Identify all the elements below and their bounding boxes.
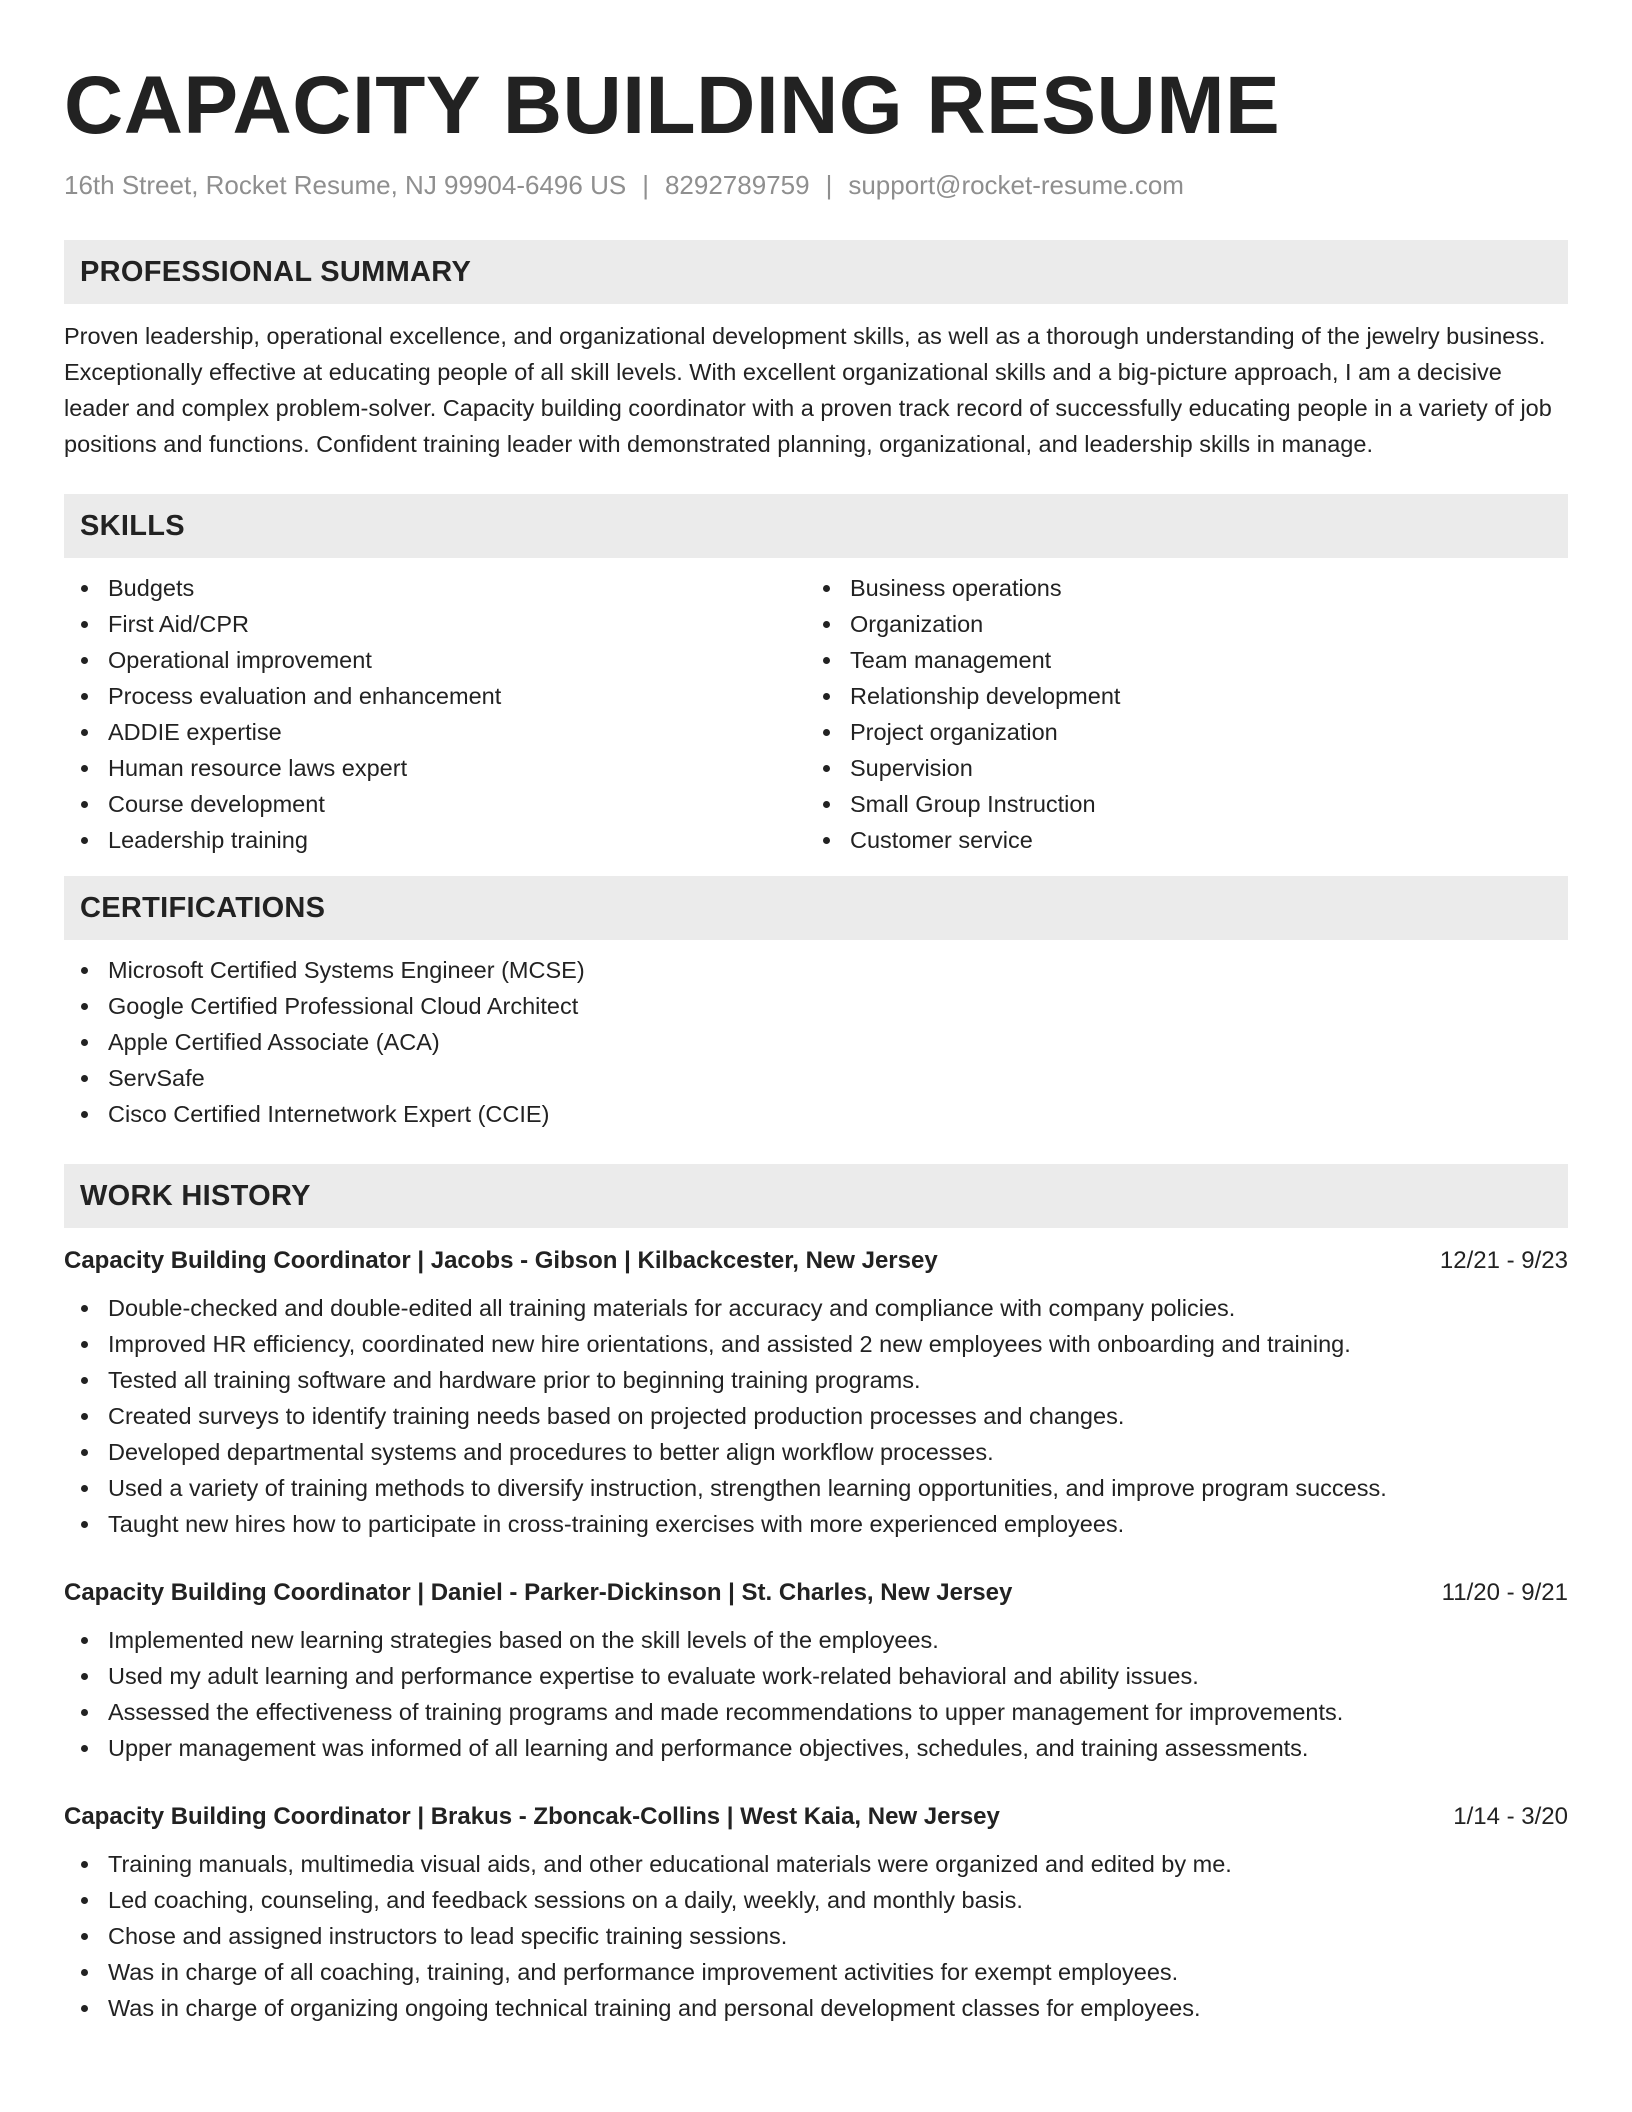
contact-address: 16th Street, Rocket Resume, NJ 99904-6496 US <box>64 170 627 200</box>
list-item: Implemented new learning strategies based on the skill levels of the employees. <box>64 1622 1568 1658</box>
list-item: Chose and assigned instructors to lead specific training sessions. <box>64 1918 1568 1954</box>
list-item: Human resource laws expert <box>64 750 806 786</box>
list-item: Upper management was informed of all learning and performance objectives, schedules, and training assessments. <box>64 1730 1568 1766</box>
list-item: Customer service <box>806 822 1548 858</box>
list-item: Relationship development <box>806 678 1548 714</box>
job-header <box>64 1576 1568 1610</box>
list-item: Used my adult learning and performance expertise to evaluate work-related behavioral and ability issues. <box>64 1658 1568 1694</box>
job-bullets <box>64 1622 1568 1766</box>
job-dates: 12/21 - 9/23 <box>1439 1247 1568 1274</box>
certifications-list <box>64 952 1568 1132</box>
list-item: Assessed the effectiveness of training programs and made recommendations to upper management for improvements. <box>64 1694 1568 1730</box>
list-item: Team management <box>806 642 1548 678</box>
job-entry <box>64 1576 1568 1766</box>
list-item: Process evaluation and enhancement <box>64 678 806 714</box>
list-item: Cisco Certified Internetwork Expert (CCIE) <box>64 1096 1568 1132</box>
section-header-certifications: CERTIFICATIONS <box>64 876 1568 940</box>
job-entry <box>64 1244 1568 1542</box>
list-item: Project organization <box>806 714 1548 750</box>
skills-column-right <box>806 570 1548 858</box>
list-item: Double-checked and double-edited all training materials for accuracy and compliance with company policies. <box>64 1290 1568 1326</box>
contact-separator: | <box>825 170 833 200</box>
section-header-skills: SKILLS <box>64 494 1568 558</box>
contact-line <box>64 168 1568 202</box>
job-bullets <box>64 1846 1568 2026</box>
list-item: Budgets <box>64 570 806 606</box>
list-item: Created surveys to identify training needs based on projected production processes and changes. <box>64 1398 1568 1434</box>
skills-column-left <box>64 570 806 858</box>
section-header-work-history: WORK HISTORY <box>64 1164 1568 1228</box>
section-header-summary: PROFESSIONAL SUMMARY <box>64 240 1568 304</box>
summary-text: Proven leadership, operational excellence, and organizational development skills, as well as a thorough understanding of the jewelry business. Exceptionally effective at educating people of all skill levels. With excellent organizational skills and a big-picture approach, I am a decisive leader and complex problem-solver. Capacity building coordinator with a proven track record of successfully educating people in a variety of job positions and functions. Confident training leader with demonstrated planning, organizational, and leadership skills in manage. <box>64 323 1552 457</box>
job-entry <box>64 1800 1568 2026</box>
list-item: Taught new hires how to participate in cross-training exercises with more experienced employees. <box>64 1506 1568 1542</box>
job-dates: 11/20 - 9/21 <box>1441 1579 1568 1606</box>
job-title: Capacity Building Coordinator | Daniel - Parker-Dickinson | St. Charles, New Jersey <box>64 1579 1013 1606</box>
resume-page <box>64 0 1568 2026</box>
list-item: First Aid/CPR <box>64 606 806 642</box>
list-item: Tested all training software and hardware prior to beginning training programs. <box>64 1362 1568 1398</box>
job-bullets <box>64 1290 1568 1542</box>
contact-email: support@rocket-resume.com <box>848 170 1184 200</box>
job-header <box>64 1244 1568 1278</box>
list-item: Small Group Instruction <box>806 786 1548 822</box>
list-item: Developed departmental systems and procedures to better align workflow processes. <box>64 1434 1568 1470</box>
list-item: ADDIE expertise <box>64 714 806 750</box>
contact-phone: 8292789759 <box>664 170 810 200</box>
skills-grid <box>64 570 1568 858</box>
list-item: Microsoft Certified Systems Engineer (MCSE) <box>64 952 1568 988</box>
list-item: Training manuals, multimedia visual aids, and other educational materials were organized and edited by me. <box>64 1846 1568 1882</box>
contact-separator: | <box>642 170 649 200</box>
job-title: Capacity Building Coordinator | Brakus - Zboncak-Collins | West Kaia, New Jersey <box>64 1803 1000 1830</box>
list-item: Business operations <box>806 570 1548 606</box>
list-item: Used a variety of training methods to diversify instruction, strengthen learning opportunities, and improve program success. <box>64 1470 1568 1506</box>
list-item: Leadership training <box>64 822 806 858</box>
list-item: Improved HR efficiency, coordinated new hire orientations, and assisted 2 new employees with onboarding and training. <box>64 1326 1568 1362</box>
list-item: Organization <box>806 606 1548 642</box>
list-item: Led coaching, counseling, and feedback sessions on a daily, weekly, and monthly basis. <box>64 1882 1568 1918</box>
list-item: Course development <box>64 786 806 822</box>
list-item: Was in charge of all coaching, training, and performance improvement activities for exempt employees. <box>64 1954 1568 1990</box>
list-item: Google Certified Professional Cloud Architect <box>64 988 1568 1024</box>
job-dates: 1/14 - 3/20 <box>1453 1803 1568 1830</box>
list-item: Apple Certified Associate (ACA) <box>64 1024 1568 1060</box>
list-item: Was in charge of organizing ongoing technical training and personal development classes for employees. <box>64 1990 1568 2026</box>
job-title: Capacity Building Coordinator | Jacobs - Gibson | Kilbackcester, New Jersey <box>64 1247 938 1274</box>
list-item: ServSafe <box>64 1060 1568 1096</box>
job-header <box>64 1800 1568 1834</box>
resume-title: CAPACITY BUILDING RESUME <box>64 60 1281 151</box>
list-item: Operational improvement <box>64 642 806 678</box>
list-item: Supervision <box>806 750 1548 786</box>
